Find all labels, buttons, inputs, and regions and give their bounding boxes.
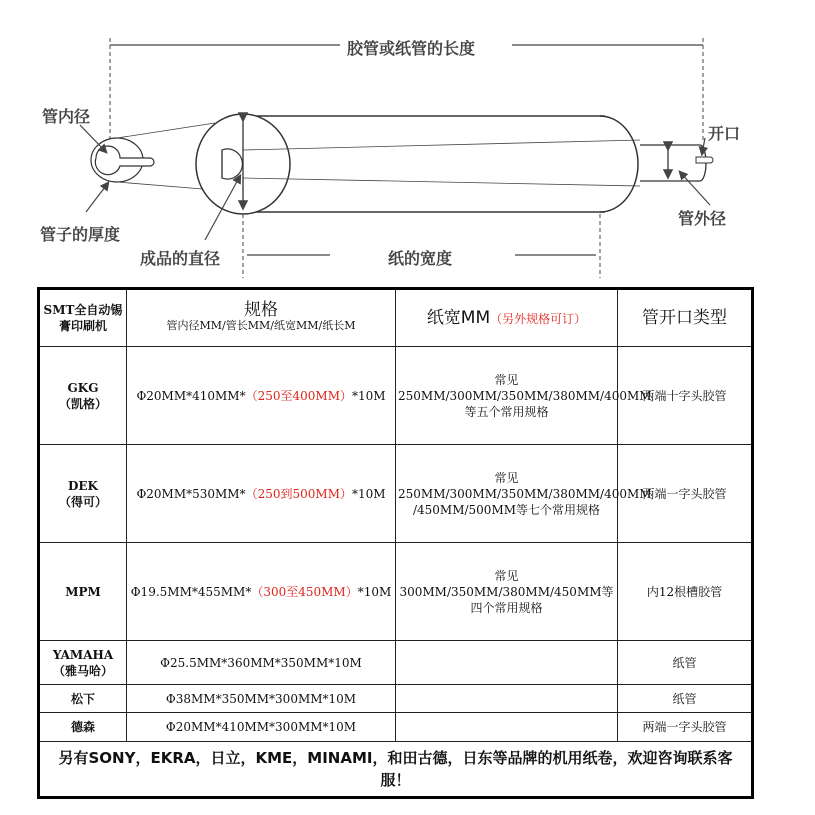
header-spec-sub: 管内径MM/管长MM/纸宽MM/纸长M — [166, 319, 356, 332]
spec-table — [37, 287, 754, 799]
footer-row — [39, 742, 753, 798]
width-cell — [396, 445, 652, 543]
opening-cell: 两端一字头胶管 — [618, 713, 753, 742]
header-opening-type: 管开口类型 — [618, 289, 753, 347]
brand-cell — [39, 347, 127, 445]
spec-text: Φ20MM*530MM* — [136, 486, 246, 501]
roll-body — [243, 116, 603, 212]
brand-name-cn: （得可） — [58, 494, 107, 509]
spec-text-tail: *10M — [352, 388, 386, 403]
paper-width-label: 纸的宽度 — [388, 249, 453, 268]
header-paper-width-note: （另外规格可订） — [490, 311, 587, 326]
spec-range: （250到500MM） — [245, 486, 352, 501]
spec-cell: Φ25.5MM*360MM*350MM*10M — [127, 641, 396, 685]
width-line: 250MM/300MM/350MM/380MM/400MM — [398, 388, 652, 403]
opening-label: 开口 — [708, 124, 741, 143]
opening-cell: 纸管 — [618, 641, 753, 685]
header-spec-title: 规格 — [244, 300, 278, 320]
width-line: 常见 — [494, 470, 519, 485]
table-row — [39, 347, 753, 445]
brand-cell — [39, 445, 127, 543]
width-cell — [396, 713, 618, 742]
brand-name-cn: （凯格） — [58, 396, 107, 411]
finished-diameter-label: 成品的直径 — [140, 249, 221, 268]
outer-diameter-label: 管外径 — [678, 209, 727, 228]
width-cell — [396, 641, 618, 685]
footer-note: 另有SONY，EKRA，日立，KME，MINAMI，和田古德，日东等品牌的机用纸卷，欢迎咨询联系客服！ — [39, 742, 753, 798]
table-row — [39, 713, 753, 742]
width-cell — [396, 347, 652, 445]
width-cell — [396, 543, 618, 641]
brand-cell: MPM — [39, 543, 127, 641]
width-line: 四个常用规格 — [470, 600, 543, 615]
spec-range: （300至450MM） — [251, 584, 358, 599]
spec-cell — [127, 543, 396, 641]
spec-cell: Φ38MM*350MM*300MM*10M — [127, 685, 396, 713]
width-line: 等五个常用规格 — [464, 404, 549, 419]
spec-cell — [127, 445, 396, 543]
width-line: 常见300MM/350MM/380MM/450MM等 — [399, 568, 614, 599]
table-row — [39, 641, 753, 685]
length-label: 胶管或纸管的长度 — [347, 39, 476, 58]
table-header-row — [39, 289, 753, 347]
brand-name: GKG — [67, 380, 99, 395]
brand-cell: 松下 — [39, 685, 127, 713]
brand-name: YAMAHA — [52, 647, 114, 662]
spec-cell: Φ20MM*410MM*300MM*10M — [127, 713, 396, 742]
opening-cell: 两端十字头胶管 — [618, 347, 753, 445]
brand-cell — [39, 641, 127, 685]
header-spec — [127, 289, 396, 347]
header-machine: SMT全自动锡膏印刷机 — [39, 289, 127, 347]
opening-cell: 两端一字头胶管 — [618, 445, 753, 543]
thickness-label: 管子的厚度 — [40, 225, 121, 244]
brand-name-cn: （雅马哈） — [52, 663, 113, 678]
spec-text: Φ20MM*410MM* — [136, 388, 246, 403]
spec-text-tail: *10M — [352, 486, 386, 501]
brand-cell: 德森 — [39, 713, 127, 742]
spec-cell — [127, 347, 396, 445]
width-cell — [396, 685, 618, 713]
brand-name: DEK — [68, 478, 98, 493]
table-row — [39, 543, 753, 641]
spec-text-tail: *10M — [357, 584, 392, 599]
width-line: /450MM/500MM等七个常用规格 — [412, 502, 601, 517]
inner-diameter-label: 管内径 — [42, 107, 91, 126]
header-paper-width-title: 纸宽MM — [426, 307, 491, 328]
spec-range: （250至400MM） — [245, 388, 352, 403]
opening-cell: 内12根槽胶管 — [618, 543, 753, 641]
width-line: 250MM/300MM/350MM/380MM/400MM — [398, 486, 652, 501]
table-row — [39, 445, 753, 543]
table-row — [39, 685, 753, 713]
width-line: 常见 — [494, 372, 519, 387]
opening-cell: 纸管 — [618, 685, 753, 713]
header-paper-width — [396, 289, 618, 347]
spec-text: Φ19.5MM*455MM* — [130, 584, 252, 599]
